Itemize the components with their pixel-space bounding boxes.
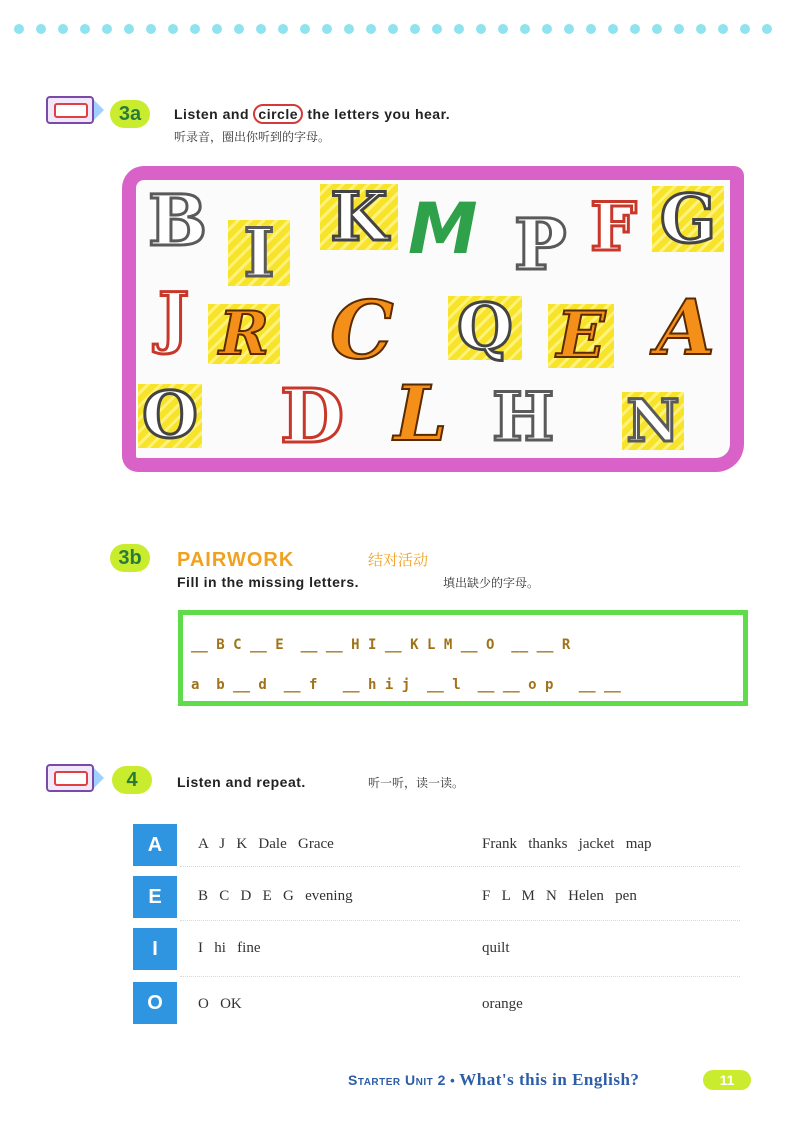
letter-c[interactable]: C: [330, 283, 394, 377]
letter-g[interactable]: G: [652, 186, 724, 252]
letter-r[interactable]: R: [208, 304, 280, 364]
letter-b[interactable]: B: [148, 179, 208, 262]
section-4-instruction: Listen and repeat.: [177, 774, 306, 790]
letters-board: [122, 166, 744, 472]
section-3a-badge: 3a: [110, 100, 150, 128]
circled-word: circle: [253, 104, 303, 124]
row-divider: [180, 866, 740, 867]
missing-letters-lowercase-row[interactable]: a b __ d __ f __ h i j __ l __ __ o p __ __: [191, 677, 621, 693]
vowel-a-examples-right: Frank thanks jacket map: [482, 836, 652, 852]
vowel-o-tile: O: [133, 982, 177, 1024]
decorative-dots: [14, 24, 794, 40]
section-3b-badge: 3b: [110, 544, 150, 572]
footer-bullet: •: [450, 1073, 456, 1088]
letter-l[interactable]: L: [394, 369, 448, 458]
letter-m[interactable]: M: [408, 188, 478, 270]
vowel-e-examples-right: F L M N Helen pen: [482, 888, 637, 904]
cassette-tape-icon[interactable]: [46, 96, 94, 124]
vowel-o-examples-right: orange: [482, 996, 523, 1012]
footer-title: What's this in English?: [459, 1070, 640, 1089]
vowel-e-examples-left: B C D E G evening: [198, 888, 353, 904]
letter-n[interactable]: N: [622, 392, 684, 450]
letter-o[interactable]: O: [138, 384, 202, 448]
page-footer: [348, 1070, 639, 1090]
section-4-instruction-zh: 听一听，读一读。: [368, 776, 465, 790]
footer-unit: Starter Unit 2: [348, 1072, 446, 1088]
vowel-i-tile: I: [133, 928, 177, 970]
letter-j[interactable]: J: [158, 278, 190, 356]
letter-f[interactable]: F: [590, 188, 637, 266]
row-divider: [180, 920, 740, 921]
pairwork-heading: PAIRWORK: [177, 549, 295, 571]
section-4-badge: 4: [112, 766, 152, 794]
section-3a-instruction-zh: 听录音，圈出你听到的字母。: [174, 130, 331, 144]
section-3b-instruction-zh: 填出缺少的字母。: [443, 576, 540, 590]
vowel-o-examples-left: O OK: [198, 996, 242, 1012]
vowel-e-tile: E: [133, 876, 177, 918]
vowel-a-tile: A: [133, 824, 177, 866]
letter-k[interactable]: K: [320, 184, 398, 250]
letter-i[interactable]: I: [228, 220, 290, 286]
missing-letters-uppercase-row[interactable]: __ B C __ E __ __ H I __ K L M __ O __ __ R: [191, 637, 571, 653]
row-divider: [180, 976, 740, 977]
vowel-i-examples-right: quilt: [482, 940, 510, 956]
cassette-tape-icon[interactable]: [46, 764, 94, 792]
vowel-a-examples-left: A J K Dale Grace: [198, 836, 334, 852]
letter-p[interactable]: P: [514, 203, 567, 286]
section-3b-instruction: Fill in the missing letters.: [177, 574, 360, 590]
missing-letters-box: [178, 610, 748, 706]
letter-q[interactable]: Q: [448, 296, 522, 360]
letter-e[interactable]: E: [548, 304, 614, 368]
letter-a[interactable]: A: [656, 283, 715, 372]
letter-d[interactable]: D: [280, 374, 345, 460]
section-3a-instruction: Listen and circle the letters you hear.: [174, 106, 451, 122]
pairwork-heading-zh: 结对活动: [368, 552, 429, 569]
letter-h[interactable]: H: [492, 378, 555, 456]
page-number: 11: [703, 1070, 751, 1090]
vowel-i-examples-left: I hi fine: [198, 940, 261, 956]
